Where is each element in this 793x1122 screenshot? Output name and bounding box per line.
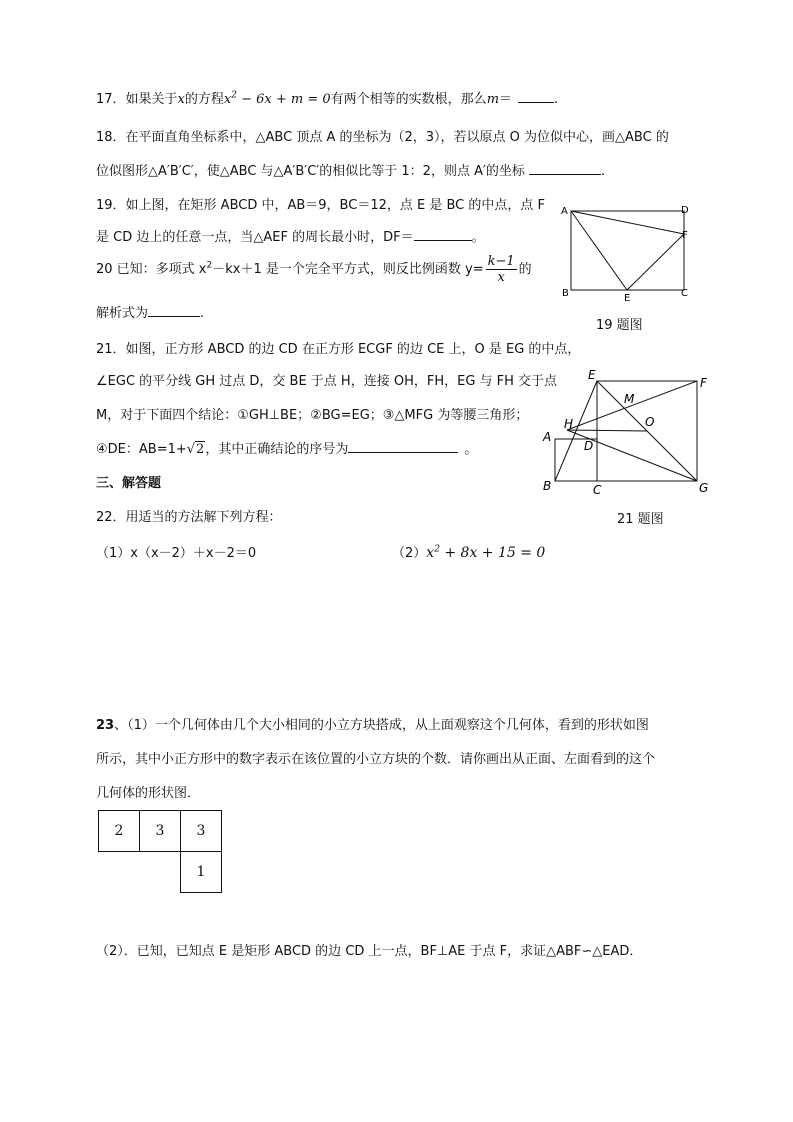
grid-cell: 3	[140, 811, 181, 852]
grid-cell: 3	[181, 811, 222, 852]
fig21-label-a: A	[543, 430, 552, 444]
fig21-label-g: G	[699, 481, 709, 495]
question-17: 17．如果关于x的方程$x^2 - 6x + m = 0$有两个相等的实数根，那么m＝ .	[96, 90, 559, 107]
question-20-line1: 20 已知：多项式 $x^2-kx+1$ 是一个完全平方式，则反比例函数 y= $\frac{k-1}{x}$ 的	[96, 254, 532, 285]
top-view-grid	[98, 810, 222, 893]
question-22-title: 22．用适当的方法解下列方程：	[96, 510, 282, 525]
fig19-label-f: F	[682, 230, 688, 241]
fig21-label-f: F	[700, 376, 707, 390]
question-23-line1: 23、（1）一个几何体由几个大小相同的小立方块搭成，从上面观察这个几何体，看到的形状如图	[96, 718, 649, 733]
equation-17: $x^2 - 6x + m = 0$	[223, 90, 331, 107]
answer-blank-18[interactable]	[529, 162, 601, 175]
figure-19-caption: 19 题图	[596, 318, 643, 333]
grid-cell: 1	[181, 852, 222, 893]
question-21-line3: M，对于下面四个结论：①GH⊥BE；②BG=EG；③△MFG 为等腰三角形；	[96, 408, 529, 423]
answer-blank-21[interactable]	[348, 440, 458, 453]
question-19-line1: 19．如上图，在矩形 ABCD 中，AB＝9，BC＝12，点 E 是 BC 的中点，点 F	[96, 198, 545, 213]
question-21-line4: ④DE：AB=1+√2，其中正确结论的序号为 。	[96, 442, 478, 457]
answer-blank-19[interactable]	[414, 228, 472, 241]
question-22-part2: $(2)x^2 + 8x + 15 = 0$	[392, 544, 546, 561]
question-23-part2: （2）．已知，已知点 E 是矩形 ABCD 的边 CD 上一点，BF⊥AE 于点 F，求证△ABF∽△EAD．	[96, 944, 643, 959]
question-21-line1: 21．如图，正方形 ABCD 的边 CD 在正方形 ECGF 的边 CE 上，O 是 EG 的中点，	[96, 342, 581, 357]
fig19-label-e: E	[624, 293, 631, 302]
fig21-label-e: E	[588, 368, 596, 382]
fig19-label-a: A	[561, 206, 568, 217]
fig19-label-b: B	[562, 288, 569, 299]
fig21-label-c: C	[593, 483, 602, 496]
figure-21-caption: 21 题图	[617, 512, 664, 527]
question-19-line2: 是 CD 边上的任意一点，当△AEF 的周长最小时，DF＝ 。	[96, 230, 485, 245]
fig21-label-o: O	[645, 415, 655, 429]
fig21-label-b: B	[543, 479, 552, 493]
fig19-label-d: D	[681, 205, 689, 216]
figure-21	[536, 368, 716, 496]
question-18-line1: 18．在平面直角坐标系中，△ABC 顶点 A 的坐标为（2，3），若以原点 O 为位似中心，画△ABC 的	[96, 130, 669, 145]
question-21-line2: ∠EGC 的平分线 GH 过点 D，交 BE 于点 H，连接 OH，FH，EG 与 FH 交于点	[96, 374, 558, 389]
answer-blank-17[interactable]	[518, 90, 554, 103]
question-20-line2: 解析式为 .	[96, 306, 205, 321]
figure-19	[555, 198, 705, 302]
answer-blank-20[interactable]	[148, 304, 200, 317]
fig21-label-m: M	[624, 392, 635, 406]
fraction-k-minus-1-over-x: $\frac{k-1}{x}$	[487, 254, 515, 285]
fig21-label-h: H	[564, 417, 574, 431]
question-23-line2: 所示，其中小正方形中的数字表示在该位置的小立方块的个数．请你画出从正面、左面看到的这个	[96, 752, 656, 767]
question-22-part1: （1）x（x－2）＋x－2＝0	[96, 546, 257, 561]
fig19-label-c: C	[681, 288, 688, 299]
question-18-line2: 位似图形△A′B′C′，使△ABC 与△A′B′C′的相似比等于 1：2，则点 A′的坐标 .	[96, 164, 606, 179]
sqrt-2: √2	[186, 442, 205, 457]
grid-cell: 2	[99, 811, 140, 852]
section-heading: 三、解答题	[96, 476, 162, 491]
question-23-line3: 几何体的形状图．	[96, 786, 201, 801]
fig21-label-d: D	[584, 439, 594, 453]
